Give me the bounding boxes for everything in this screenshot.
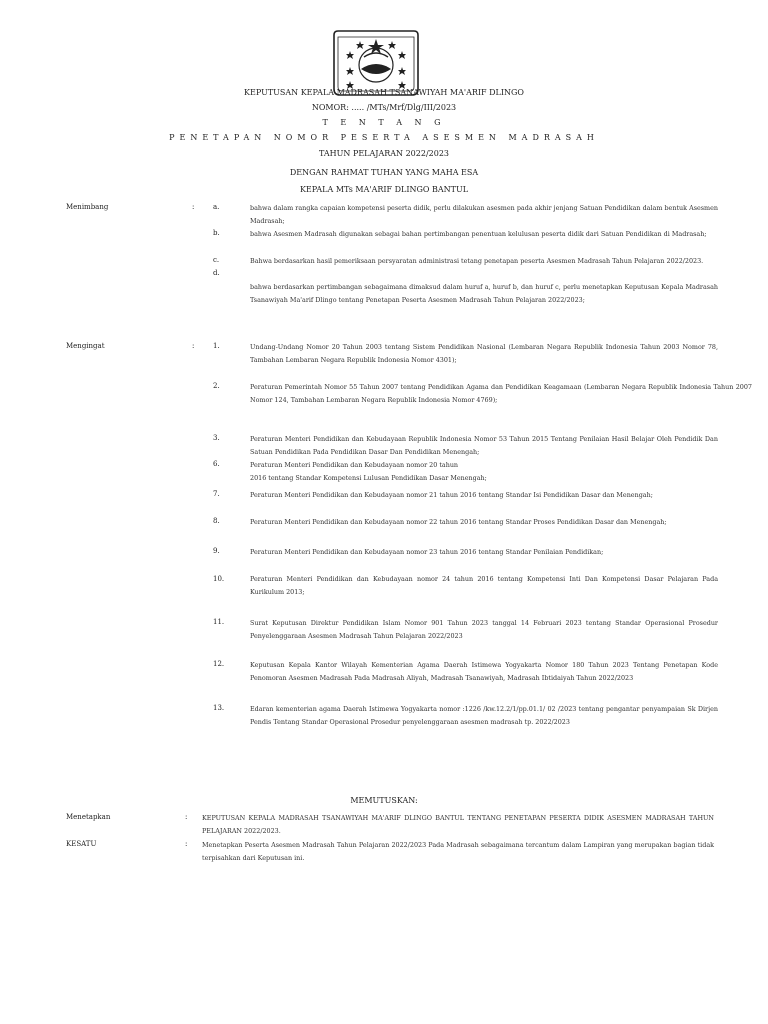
mengingat-item-number: 10.: [213, 575, 225, 583]
mengingat-label: Mengingat: [66, 342, 105, 350]
mengingat-item-text: Peraturan Menteri Pendidikan dan Kebudayaan nomor 20 tahun: [250, 461, 459, 469]
mengingat-item-number: 11.: [213, 618, 225, 626]
decree-number: NOMOR: ..... /MTs/Mrf/Dlg/III/2023: [311, 103, 457, 112]
menetapkan-label: Menetapkan: [66, 813, 111, 821]
menimbang-item-text: bahwa Asesmen Madrasah digunakan sebagai bahan pertimbangan penentuan kelulusan peserta didik dari Satuan Pendidikan di Madrasah;: [250, 230, 707, 238]
menimbang-label: Menimbang: [66, 203, 109, 211]
menimbang-item-text: bahwa dalam rangka capaian kompetensi peserta didik, perlu dilakukan asesmen pada akhir jenjang Satuan Pendidikan dalam bentuk Asesmen Madrasah;: [250, 204, 718, 225]
menimbang-item-number: a.: [213, 203, 220, 211]
tentang-heading: T E N T A N G: [322, 118, 446, 127]
mengingat-item-number: 7.: [213, 490, 220, 498]
decree-title: KEPUTUSAN KEPALA MADRASAH TSANAWIYAH MA'ARIF DLINGO: [244, 88, 524, 97]
mengingat-item-text: Surat Keputusan Direktur Pendidikan Islam Nomor 901 Tahun 2023 tanggal 14 Februari 2023 tentang Standar Operasional Prosedur Penyelenggaraan Asesmen Madrasah Tahun Pelajaran 2022/2023: [250, 619, 718, 640]
mengingat-item-text: Keputusan Kepala Kantor Wilayah Kementerian Agama Daerah Istimewa Yogyakarta Nomor 180 Tahun 2023 Tentang Penetapan Kode Penomoran Asesmen Madrasah Pada Madrasah Aliyah, Madrasah Tsanawiyah, Madrasah Ibtidaiyah Tahun 2022/2023: [250, 661, 718, 682]
menimbang-colon: :: [192, 203, 195, 211]
menimbang-item-number: b.: [213, 229, 220, 237]
academic-year: TAHUN PELAJARAN 2022/2023: [319, 149, 449, 158]
mengingat-item-text: Peraturan Menteri Pendidikan dan Kebudayaan Republik Indonesia Nomor 53 Tahun 2015 Tentang Penilaian Hasil Belajar Oleh Pendidik Dan Satuan Pendidikan Pada Pendidikan Dasar Dan Pendidikan Menengah;: [250, 435, 718, 456]
mengingat-item-text: Peraturan Pemerintah Nomor 55 Tahun 2007 tentang Pendidikan Agama dan Pendidikan Keagamaan (Lembaran Negara Republik Indonesia Tahun 2007 Nomor 124, Tambahan Lembaran Negara Republik Indonesia Nomor 4769);: [250, 383, 752, 404]
kesatu-colon: :: [185, 840, 188, 848]
mengingat-item-number: 8.: [213, 517, 220, 525]
menetapkan-text: KEPUTUSAN KEPALA MADRASAH TSANAWIYAH MA'ARIF DLINGO BANTUL TENTANG PENETAPAN PESERTA DIDIK ASESMEN MADRASAH TAHUN PELAJARAN 2022/2023.: [202, 814, 714, 835]
menimbang-item-number: d.: [213, 269, 220, 277]
menimbang-item-number: c.: [213, 256, 220, 264]
mengingat-item-text: Peraturan Menteri Pendidikan dan Kebudayaan nomor 23 tahun 2016 tentang Standar Penilaian Pendidikan;: [250, 548, 604, 556]
menimbang-item-text: Bahwa berdasarkan hasil pemeriksaan persyaratan administrasi tetang penetapan peserta Asesmen Madrasah Tahun Pelajaran 2022/2023.: [250, 257, 704, 265]
memutuskan-heading: MEMUTUSKAN:: [350, 796, 418, 805]
mengingat-item-text: Peraturan Menteri Pendidikan dan Kebudayaan nomor 24 tahun 2016 tentang Kompetensi Inti Dan Kompetensi Dasar Pelajaran Pada Kurikulum 2013;: [250, 575, 718, 596]
officer-title: KEPALA MTs MA'ARIF DLINGO BANTUL: [299, 185, 469, 194]
kesatu-text: Menetapkan Peserta Asesmen Madrasah Tahun Pelajaran 2022/2023 Pada Madrasah sebagaimana tercantum dalam Lampiran yang merupakan bagian tidak terpisahkan dari Keputusan ini.: [202, 841, 714, 862]
mengingat-item-number: 9.: [213, 547, 220, 555]
mengingat-item-number: 13.: [213, 704, 225, 712]
menetapkan-colon: :: [185, 813, 188, 821]
mengingat-item-text: Peraturan Menteri Pendidikan dan Kebudayaan nomor 21 tahun 2016 tentang Standar Isi Pendidikan Dasar dan Menengah;: [250, 491, 653, 499]
mengingat-colon: :: [192, 342, 195, 350]
mengingat-item-number: 1.: [213, 342, 220, 350]
mengingat-item-number: 12.: [213, 660, 225, 668]
kesatu-label: KESATU: [66, 840, 97, 848]
mengingat-item-number: 3.: [213, 434, 220, 442]
decree-subject: PENETAPAN NOMOR PESERTA ASESMEN MADRASAH: [169, 133, 599, 142]
mengingat-item-text: Peraturan Menteri Pendidikan dan Kebudayaan nomor 22 tahun 2016 tentang Standar Proses Pendidikan Dasar dan Menengah;: [250, 518, 667, 526]
blessing-line: DENGAN RAHMAT TUHAN YANG MAHA ESA: [289, 168, 479, 177]
mengingat-item-text: Edaran kementerian agama Daerah Istimewa Yogyakarta nomor :1226 /kw.12.2/1/pp.01.1/ 02 /2023 tentang pengantar penyampaian Sk Dirjen Pendis Tentang Standar Operasional Prosedur penyelenggaraan asesmen madrasah tp. 2022/2023: [250, 705, 718, 726]
mengingat-item-number: 6.: [213, 460, 220, 468]
madrasah-logo: [330, 29, 422, 97]
mengingat-item-text: 2016 tentang Standar Kompetensi Lulusan Pendidikan Dasar Menengah;: [250, 474, 487, 482]
menimbang-item-text: bahwa berdasarkan pertimbangan sebagaimana dimaksud dalam huruf a, huruf b, dan huruf c, perlu menetapkan Keputusan Kepala Madrasah Tsanawiyah Ma'arif Dlingo tentang Penetapan Peserta Asesmen Madrasah Tahun Pelajaran 2022/2023;: [250, 283, 718, 304]
mengingat-item-text: Undang-Undang Nomor 20 Tahun 2003 tentang Sistem Pendidikan Nasional (Lembaran Negara Republik Indonesia Tahun 2003 Nomor 78, Tambahan Lembaran Negara Republik Indonesia Nomor 4301);: [250, 343, 718, 364]
mengingat-item-number: 2.: [213, 382, 220, 390]
